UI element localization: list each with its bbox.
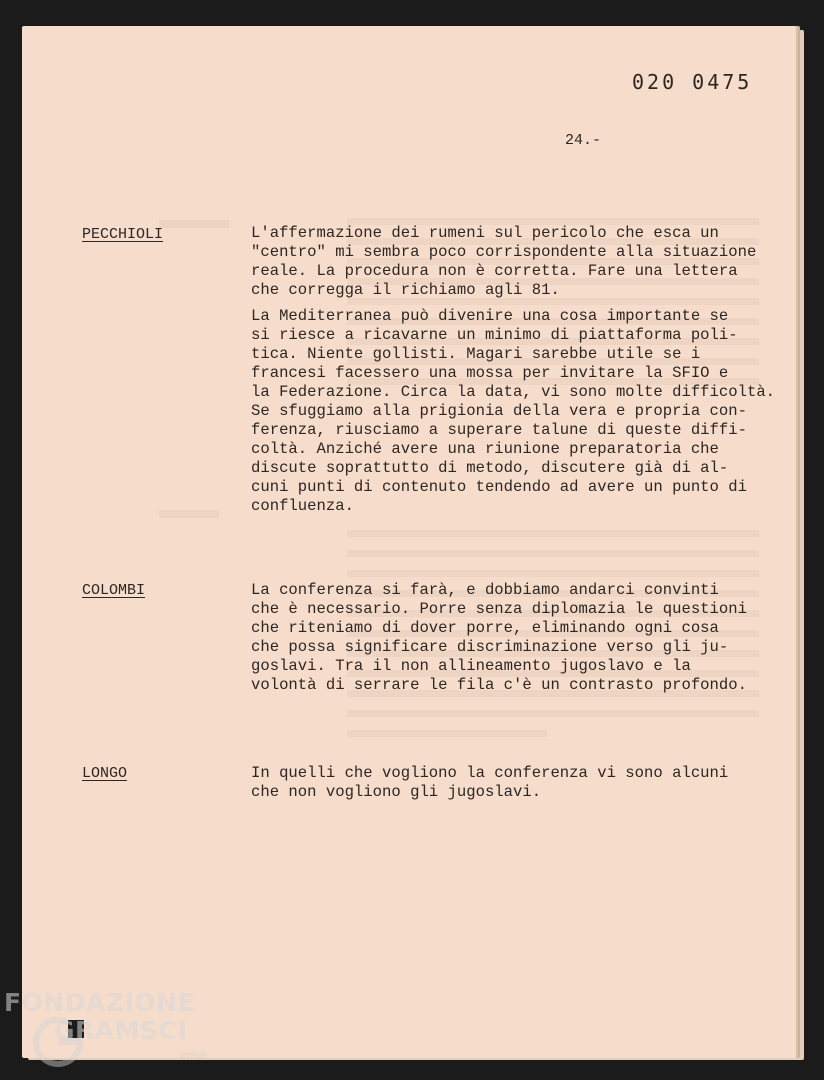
speaker-colombi: COLOMBI <box>82 582 146 599</box>
logo-onlus: onlus <box>180 1050 207 1061</box>
speaker-longo: LONGO <box>82 765 128 782</box>
pecchioli-paragraph-2: La Mediterranea può divenire una cosa importante se si riesce a ricavarne un minimo di piattaforma poli- tica. Niente gollisti. Magari sarebbe utile se i francesi facessero una mossa per invitare la SFIO e la Federazione. Circa la data, vi sono molte difficoltà. Se sfuggiamo alla prigionia della vera e propria con- ferenza, riusciamo a superare talune di queste diffi- coltà. Anziché avere una riunione preparatoria che discute soprattutto di metodo, discutere già di al- cuni punti di contenuto tendendo ad avere un punto di confluenza. <box>251 307 776 515</box>
logo-line-fondazione: FONDAZIONE <box>4 988 196 1017</box>
colombi-paragraph-1: La conferenza si farà, e dobbiamo andarci convinti che è necessario. Porre senza diplomazia le questioni che riteniamo di dover porre, eliminando ogni cosa che possa significare discriminazione verso gli ju- goslavi. Tra il non allineamento jugoslavo e la volontà di serrare le fila c'è un contrasto profondo. <box>251 581 747 694</box>
logo-line-gramsci: GRAMSCI <box>54 1016 188 1045</box>
fondazione-gramsci-logo <box>4 988 207 1074</box>
speaker-pecchioli: PECCHIOLI <box>82 226 164 243</box>
document-page <box>22 26 796 1058</box>
document-number: 020 0475 <box>632 70 753 94</box>
pecchioli-paragraph-1: L'affermazione dei rumeni sul pericolo che esca un "centro" mi sembra poco corrispondente alla situazione reale. La procedura non è corretta. Fare una lettera che corregga il richiamo agli 81. <box>251 224 757 299</box>
page-number: 24.- <box>565 132 602 149</box>
longo-paragraph-1: In quelli che vogliono la conferenza vi sono alcuni che non vogliono gli jugoslavi. <box>251 764 729 801</box>
